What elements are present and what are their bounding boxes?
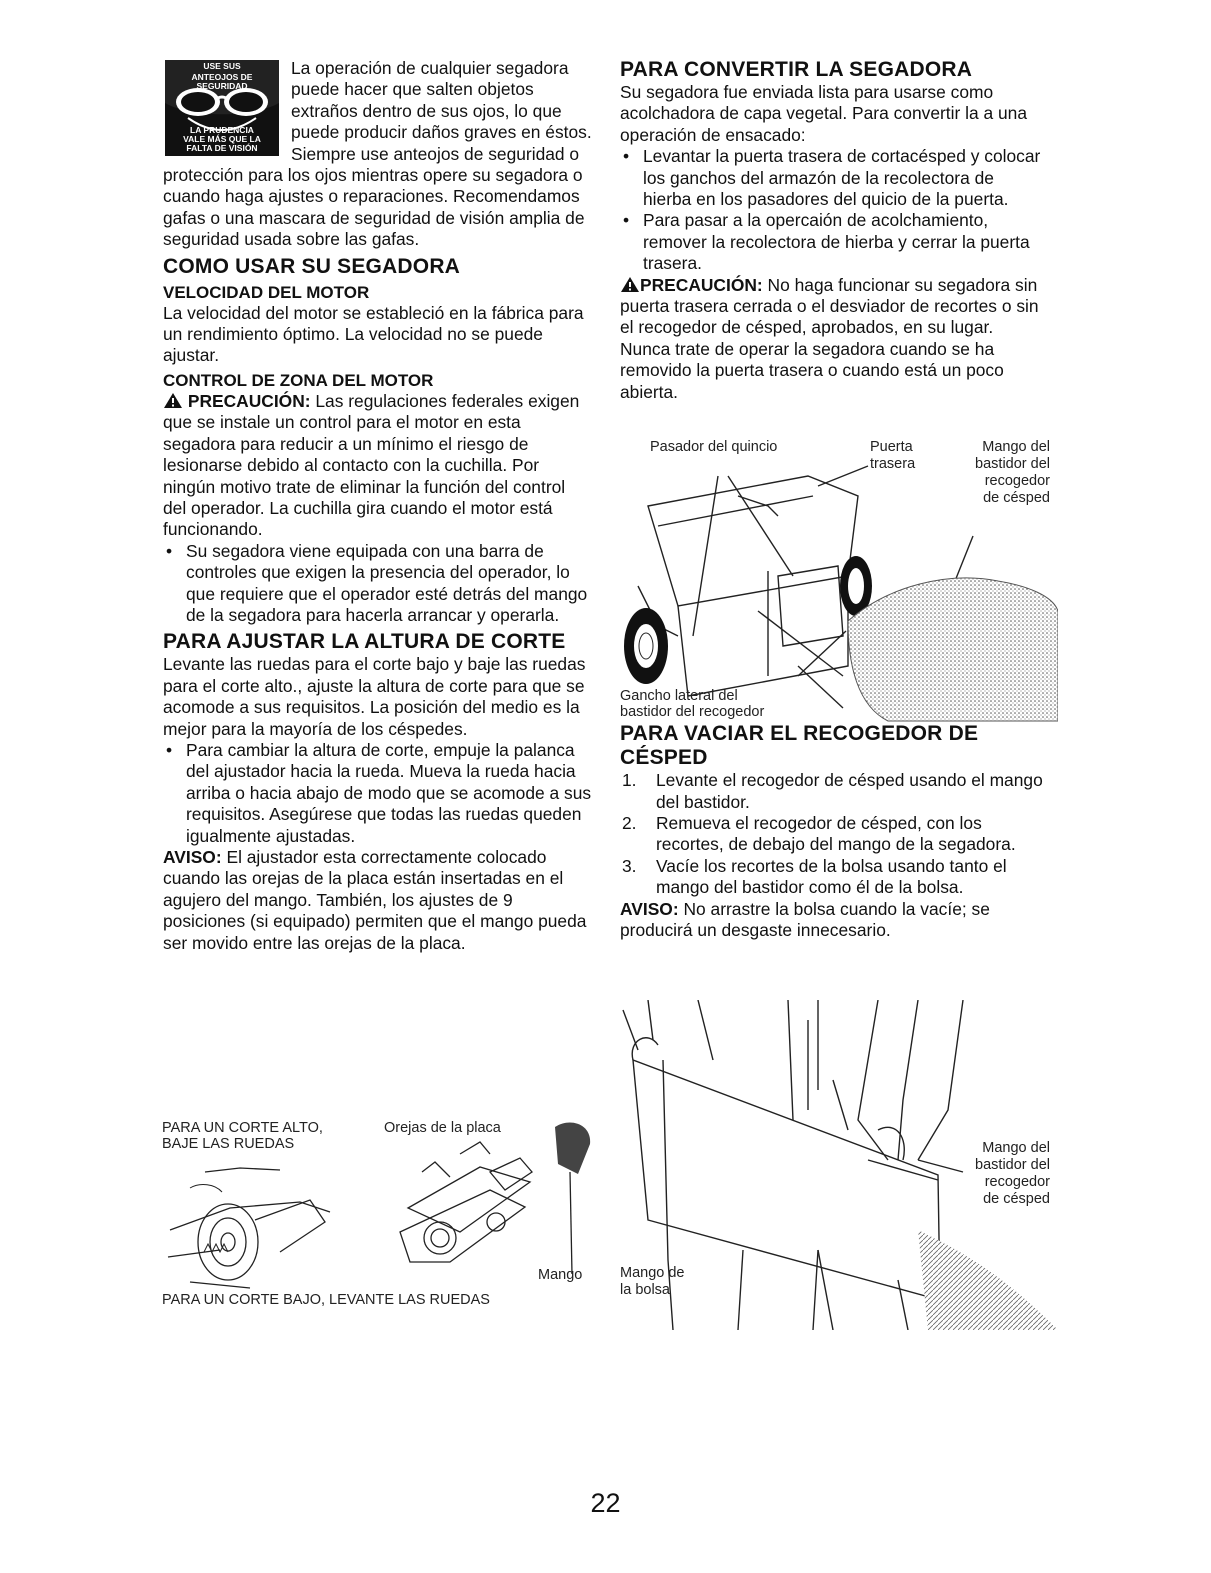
list-item xyxy=(622,812,1044,856)
safety-intro-text: La operación de cualquier segadora puede hacer que salten objetos extraños dentro de sus ojos, lo que puede producir daños graves en éstos. Siempre use anteojos de seguridad o protección para los ojos mientras opere su segadora o cuando haga ajustes o reparaciones. Recomendamos gafas o una mascara de seguridad de visión amplia de seguridad usada sobre las gafas. xyxy=(163,58,592,250)
fig-label-gancho: bastidor del recogedor xyxy=(620,704,765,720)
velocidad-text: La velocidad del motor se estableció en la fábrica para un rendimiento óptimo. La velocidad no se puede ajustar. xyxy=(163,302,584,366)
safety-glasses-badge xyxy=(163,58,281,158)
step-text: Vacíe los recortes de la bolsa usando tanto el mango del bastidor como él de la bolsa. xyxy=(656,855,1007,898)
grass-catcher-figure xyxy=(618,436,1058,726)
fig-label-orejas: Orejas de la placa xyxy=(384,1120,501,1136)
section-heading-altura: PARA AJUSTAR LA ALTURA DE CORTE xyxy=(163,630,566,654)
control-bullets xyxy=(163,541,593,627)
badge-line: FALTA DE VISIÓN xyxy=(186,143,258,153)
section-heading-convertir: PARA CONVERTIR LA SEGADORA xyxy=(620,58,973,81)
aviso-text: No arrastre la bolsa cuando la vacíe; se producirá un desgaste innecesario. xyxy=(620,898,990,940)
list-item xyxy=(622,770,1044,813)
precaucion-label: PRECAUCIÓN: xyxy=(187,390,311,411)
aviso-text: El ajustador esta correctamente colocado cuando las orejas de la placa están insertadas en el agujero del mango. También, los ajustes de 9 posiciones (si equipado) permiten que el mango pueda ser movido entre las orejas de la placa. xyxy=(163,847,587,953)
fig-label-alto: BAJE LAS RUEDAS xyxy=(162,1136,295,1152)
fig-label-puerta: Puerta xyxy=(870,439,913,455)
aviso-paragraph xyxy=(620,899,1044,942)
fig-label-bolsa: Mango de xyxy=(620,1265,685,1281)
fig-label-mango: recogedor xyxy=(984,1174,1050,1190)
precaucion-label: PRECAUCIÓN: xyxy=(640,274,763,295)
subheading-control-zona: CONTROL DE ZONA DEL MOTOR xyxy=(163,370,434,390)
fig-label-mango: bastidor del xyxy=(975,456,1050,472)
step-number: 3. xyxy=(622,855,637,876)
badge-line: LA PRUDENCIA xyxy=(190,125,254,135)
convertir-text: Su segadora fue enviada lista para usarse como acolchadora de capa vegetal. Para convertir la a una operación de ensacado: xyxy=(620,82,1028,145)
list-item: • Levantar la puerta trasera de cortacésped y colocar los ganchos del armazón de la recolectora de hierba en los pasadores del quicio de la puerta. xyxy=(643,146,1044,210)
badge-line: VALE MÁS QUE LA xyxy=(183,134,261,144)
vaciar-steps xyxy=(620,770,1044,898)
fig-label-mango: recogedor xyxy=(984,473,1050,489)
step-text: Levante el recogedor de césped usando el mango del bastidor. xyxy=(656,770,1043,812)
section-heading-como-usar: COMO USAR SU SEGADORA xyxy=(163,254,461,278)
empty-bag-figure xyxy=(618,1000,1058,1330)
aviso-label: AVISO: xyxy=(163,847,222,867)
badge-line: SEGURIDAD xyxy=(196,81,248,91)
badge-line: USE SUS xyxy=(203,61,241,71)
fig-label-mango: bastidor del xyxy=(975,1157,1050,1173)
fig-label-mango: Mango del xyxy=(982,439,1050,455)
cut-height-figure xyxy=(160,1112,600,1312)
fig-label-mango: Mango del xyxy=(982,1140,1050,1156)
fig-label-alto: PARA UN CORTE ALTO, xyxy=(162,1120,323,1136)
altura-bullets xyxy=(163,740,593,847)
fig-label-pasador: Pasador del quincio xyxy=(650,439,778,455)
precaucion-paragraph xyxy=(620,275,1044,403)
subheading-velocidad: VELOCIDAD DEL MOTOR xyxy=(163,282,370,302)
fig-label-bolsa: la bolsa xyxy=(620,1282,670,1298)
fig-label-bajo: PARA UN CORTE BAJO, LEVANTE LAS RUEDAS xyxy=(162,1292,490,1308)
list-item: • Para pasar a la opercaión de acolchamiento, remover la recolectora de hierba y cerrar la puerta trasera. xyxy=(643,210,1044,274)
fig-label-puerta: trasera xyxy=(870,456,916,472)
list-item xyxy=(622,855,1044,899)
section-heading-vaciar: PARA VACIAR EL RECOGEDOR DE CÉSPED xyxy=(620,722,979,770)
altura-text: Levante las ruedas para el corte bajo y baje las ruedas para el corte alto., ajuste la altura de corte para que se acomode a sus requisitos. La posición del medio es la mejor para la mayoría de los céspedes. xyxy=(163,654,586,739)
warning-triangle-icon xyxy=(163,392,183,409)
fig-label-mango: de césped xyxy=(983,1191,1050,1207)
fig-label-gancho: Gancho lateral del xyxy=(620,688,738,704)
warning-triangle-icon xyxy=(620,276,640,293)
page-number: 22 xyxy=(590,1488,621,1518)
step-number: 2. xyxy=(622,812,637,833)
list-item: • Su segadora viene equipada con una barra de controles que exigen la presencia del operador, lo que requiere que el operador esté detrás del mango de la segadora para hacerla arrancar y operarla. xyxy=(186,541,593,627)
fig-label-mango: de césped xyxy=(983,490,1050,506)
convertir-bullets xyxy=(620,146,1044,274)
step-text: Remueva el recogedor de césped, con los recortes, de debajo del mango de la segadora. xyxy=(656,812,1016,855)
step-number: 1. xyxy=(622,770,637,791)
left-column xyxy=(163,58,593,954)
aviso-label: AVISO: xyxy=(620,898,679,919)
precaucion-text: No haga funcionar su segadora sin puerta trasera cerrada o el desviador de recortes o sin el recogedor de césped, aprobados, en su lugar. Nunca trate de operar la segadora cuando se ha removido la puerta trasera o cuando está un poco abierta. xyxy=(620,274,1039,402)
control-paragraph xyxy=(163,391,593,541)
badge-line: ANTEOJOS DE xyxy=(191,72,253,82)
aviso-paragraph xyxy=(163,847,593,954)
list-item: • Para cambiar la altura de corte, empuje la palanca del ajustador hacia la rueda. Mueva la rueda hacia arriba o hacia abajo de modo que se acomode a sus requisitos. Asegúrese que todas las ruedas queden igualmente ajustadas. xyxy=(186,740,593,847)
control-text: Las regulaciones federales exigen que se instale un control para el motor en esta segadora para reducir a un mínimo el riesgo de lesionarse debido al contacto con la cuchilla. Por ningún motivo trate de eliminar la función del control del operador. La cuchilla gira cuando el motor está funcionando. xyxy=(163,390,580,540)
fig-label-mango: Mango xyxy=(538,1267,583,1283)
